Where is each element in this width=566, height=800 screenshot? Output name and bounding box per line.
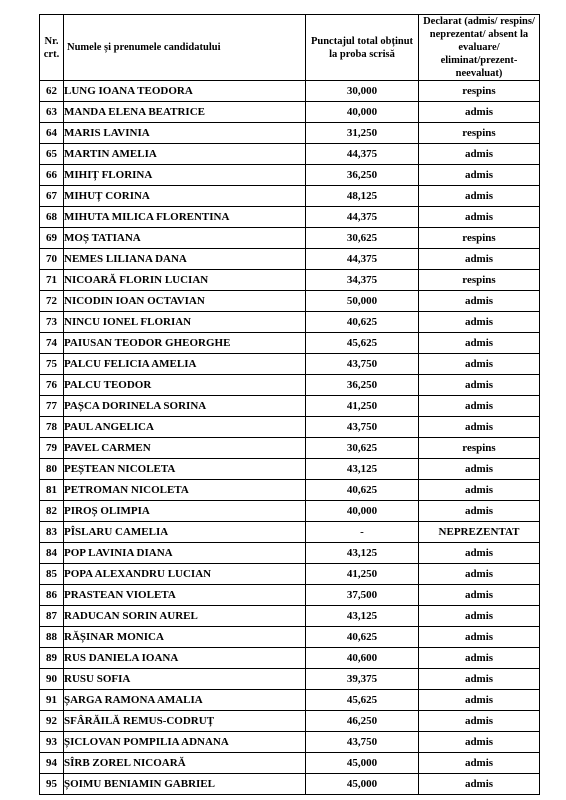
- candidate-name: RUSU SOFIA: [64, 669, 306, 690]
- candidate-name: SFÂRĂILĂ REMUS-CODRUȚ: [64, 711, 306, 732]
- row-number: 81: [40, 480, 64, 501]
- status-value: admis: [419, 312, 540, 333]
- status-value: admis: [419, 459, 540, 480]
- row-number: 66: [40, 165, 64, 186]
- table-body: [40, 81, 540, 795]
- candidate-name: PALCU TEODOR: [64, 375, 306, 396]
- row-number: 70: [40, 249, 64, 270]
- status-value: admis: [419, 417, 540, 438]
- row-number: 94: [40, 753, 64, 774]
- score-value: 31,250: [306, 123, 419, 144]
- score-value: 43,750: [306, 417, 419, 438]
- score-value: 43,750: [306, 732, 419, 753]
- status-value: admis: [419, 711, 540, 732]
- table-row: [40, 417, 540, 438]
- row-number: 89: [40, 648, 64, 669]
- table-row: [40, 333, 540, 354]
- row-number: 76: [40, 375, 64, 396]
- table-row: [40, 564, 540, 585]
- table-row: [40, 249, 540, 270]
- row-number: 75: [40, 354, 64, 375]
- score-value: 34,375: [306, 270, 419, 291]
- row-number: 82: [40, 501, 64, 522]
- row-number: 95: [40, 774, 64, 795]
- score-value: 44,375: [306, 144, 419, 165]
- table-row: [40, 543, 540, 564]
- table-row: [40, 207, 540, 228]
- status-value: admis: [419, 501, 540, 522]
- status-value: admis: [419, 753, 540, 774]
- candidate-name: LUNG IOANA TEODORA: [64, 81, 306, 102]
- score-value: 44,375: [306, 249, 419, 270]
- table-row: [40, 102, 540, 123]
- table-row: [40, 501, 540, 522]
- table-row: [40, 627, 540, 648]
- candidate-name: PAȘCA DORINELA SORINA: [64, 396, 306, 417]
- row-number: 77: [40, 396, 64, 417]
- score-value: 45,625: [306, 333, 419, 354]
- candidate-name: PIROȘ OLIMPIA: [64, 501, 306, 522]
- table-row: [40, 396, 540, 417]
- status-value: respins: [419, 270, 540, 291]
- row-number: 68: [40, 207, 64, 228]
- results-table: [39, 14, 540, 795]
- candidate-name: SÎRB ZOREL NICOARĂ: [64, 753, 306, 774]
- row-number: 91: [40, 690, 64, 711]
- row-number: 85: [40, 564, 64, 585]
- candidate-name: POPA ALEXANDRU LUCIAN: [64, 564, 306, 585]
- row-number: 90: [40, 669, 64, 690]
- status-value: admis: [419, 543, 540, 564]
- table-row: [40, 648, 540, 669]
- status-value: admis: [419, 207, 540, 228]
- table-row: [40, 585, 540, 606]
- table-row: [40, 711, 540, 732]
- row-number: 83: [40, 522, 64, 543]
- status-value: admis: [419, 144, 540, 165]
- row-number: 73: [40, 312, 64, 333]
- candidate-name: NEMES LILIANA DANA: [64, 249, 306, 270]
- table-row: [40, 375, 540, 396]
- table-header: [40, 15, 540, 81]
- score-value: 40,000: [306, 501, 419, 522]
- header-nr: Nr. crt.: [40, 15, 64, 81]
- candidate-name: NICODIN IOAN OCTAVIAN: [64, 291, 306, 312]
- status-value: admis: [419, 564, 540, 585]
- score-value: 45,000: [306, 753, 419, 774]
- status-value: admis: [419, 291, 540, 312]
- score-value: 41,250: [306, 396, 419, 417]
- score-value: 44,375: [306, 207, 419, 228]
- table-row: [40, 144, 540, 165]
- status-value: admis: [419, 249, 540, 270]
- status-value: admis: [419, 165, 540, 186]
- status-value: admis: [419, 690, 540, 711]
- candidate-name: MIHUTA MILICA FLORENTINA: [64, 207, 306, 228]
- row-number: 88: [40, 627, 64, 648]
- row-number: 65: [40, 144, 64, 165]
- status-value: admis: [419, 480, 540, 501]
- status-value: admis: [419, 102, 540, 123]
- row-number: 84: [40, 543, 64, 564]
- candidate-name: RUS DANIELA IOANA: [64, 648, 306, 669]
- row-number: 79: [40, 438, 64, 459]
- status-value: admis: [419, 354, 540, 375]
- status-value: respins: [419, 438, 540, 459]
- status-value: admis: [419, 396, 540, 417]
- score-value: 45,625: [306, 690, 419, 711]
- header-row: [40, 15, 540, 81]
- status-value: admis: [419, 186, 540, 207]
- row-number: 78: [40, 417, 64, 438]
- candidate-name: PAVEL CARMEN: [64, 438, 306, 459]
- score-value: 30,625: [306, 228, 419, 249]
- table-row: [40, 312, 540, 333]
- candidate-name: PEȘTEAN NICOLETA: [64, 459, 306, 480]
- header-score: Punctajul total obținut la proba scrisă: [306, 15, 419, 81]
- row-number: 62: [40, 81, 64, 102]
- score-value: 43,125: [306, 459, 419, 480]
- table-row: [40, 522, 540, 543]
- score-value: 46,250: [306, 711, 419, 732]
- row-number: 87: [40, 606, 64, 627]
- score-value: 43,750: [306, 354, 419, 375]
- score-value: 40,000: [306, 102, 419, 123]
- candidate-name: MIHIȚ FLORINA: [64, 165, 306, 186]
- row-number: 80: [40, 459, 64, 480]
- score-value: 40,600: [306, 648, 419, 669]
- table-row: [40, 123, 540, 144]
- candidate-name: MOȘ TATIANA: [64, 228, 306, 249]
- status-value: admis: [419, 333, 540, 354]
- row-number: 69: [40, 228, 64, 249]
- score-value: 37,500: [306, 585, 419, 606]
- score-value: -: [306, 522, 419, 543]
- status-value: admis: [419, 375, 540, 396]
- score-value: 40,625: [306, 480, 419, 501]
- table-row: [40, 459, 540, 480]
- candidate-name: PALCU FELICIA AMELIA: [64, 354, 306, 375]
- table-row: [40, 270, 540, 291]
- row-number: 93: [40, 732, 64, 753]
- row-number: 64: [40, 123, 64, 144]
- table-row: [40, 606, 540, 627]
- candidate-name: POP LAVINIA DIANA: [64, 543, 306, 564]
- table-row: [40, 165, 540, 186]
- candidate-name: ȘICLOVAN POMPILIA ADNANA: [64, 732, 306, 753]
- row-number: 67: [40, 186, 64, 207]
- table-row: [40, 228, 540, 249]
- status-value: respins: [419, 81, 540, 102]
- candidate-name: MARIS LAVINIA: [64, 123, 306, 144]
- candidate-name: ȘOIMU BENIAMIN GABRIEL: [64, 774, 306, 795]
- candidate-name: PÎSLARU CAMELIA: [64, 522, 306, 543]
- score-value: 30,000: [306, 81, 419, 102]
- header-status: Declarat (admis/ respins/ neprezentat/ absent la evaluare/ eliminat/prezent-neevaluat): [419, 15, 540, 81]
- candidate-name: ȘARGA RAMONA AMALIA: [64, 690, 306, 711]
- candidate-name: PRASTEAN VIOLETA: [64, 585, 306, 606]
- row-number: 74: [40, 333, 64, 354]
- row-number: 86: [40, 585, 64, 606]
- score-value: 40,625: [306, 312, 419, 333]
- candidate-name: MARTIN AMELIA: [64, 144, 306, 165]
- row-number: 92: [40, 711, 64, 732]
- candidate-name: NICOARĂ FLORIN LUCIAN: [64, 270, 306, 291]
- status-value: admis: [419, 774, 540, 795]
- candidate-name: RĂȘINAR MONICA: [64, 627, 306, 648]
- table-row: [40, 291, 540, 312]
- score-value: 30,625: [306, 438, 419, 459]
- score-value: 40,625: [306, 627, 419, 648]
- candidate-name: NINCU IONEL FLORIAN: [64, 312, 306, 333]
- candidate-name: RADUCAN SORIN AUREL: [64, 606, 306, 627]
- status-value: admis: [419, 648, 540, 669]
- score-value: 41,250: [306, 564, 419, 585]
- status-value: admis: [419, 732, 540, 753]
- candidate-name: PAUL ANGELICA: [64, 417, 306, 438]
- score-value: 48,125: [306, 186, 419, 207]
- score-value: 36,250: [306, 165, 419, 186]
- table-row: [40, 480, 540, 501]
- table-row: [40, 669, 540, 690]
- table-row: [40, 774, 540, 795]
- status-value: admis: [419, 627, 540, 648]
- status-value: admis: [419, 669, 540, 690]
- table-row: [40, 354, 540, 375]
- status-value: respins: [419, 123, 540, 144]
- candidate-name: MIHUȚ CORINA: [64, 186, 306, 207]
- candidate-name: PAIUSAN TEODOR GHEORGHE: [64, 333, 306, 354]
- header-name: Numele și prenumele candidatului: [64, 15, 306, 81]
- table-row: [40, 186, 540, 207]
- row-number: 63: [40, 102, 64, 123]
- table-row: [40, 732, 540, 753]
- score-value: 36,250: [306, 375, 419, 396]
- status-value: NEPREZENTAT: [419, 522, 540, 543]
- candidate-name: MANDA ELENA BEATRICE: [64, 102, 306, 123]
- score-value: 43,125: [306, 606, 419, 627]
- score-value: 50,000: [306, 291, 419, 312]
- status-value: admis: [419, 606, 540, 627]
- score-value: 45,000: [306, 774, 419, 795]
- row-number: 72: [40, 291, 64, 312]
- table-row: [40, 438, 540, 459]
- table-row: [40, 753, 540, 774]
- score-value: 39,375: [306, 669, 419, 690]
- status-value: admis: [419, 585, 540, 606]
- row-number: 71: [40, 270, 64, 291]
- score-value: 43,125: [306, 543, 419, 564]
- table-row: [40, 81, 540, 102]
- candidate-name: PETROMAN NICOLETA: [64, 480, 306, 501]
- table-row: [40, 690, 540, 711]
- status-value: respins: [419, 228, 540, 249]
